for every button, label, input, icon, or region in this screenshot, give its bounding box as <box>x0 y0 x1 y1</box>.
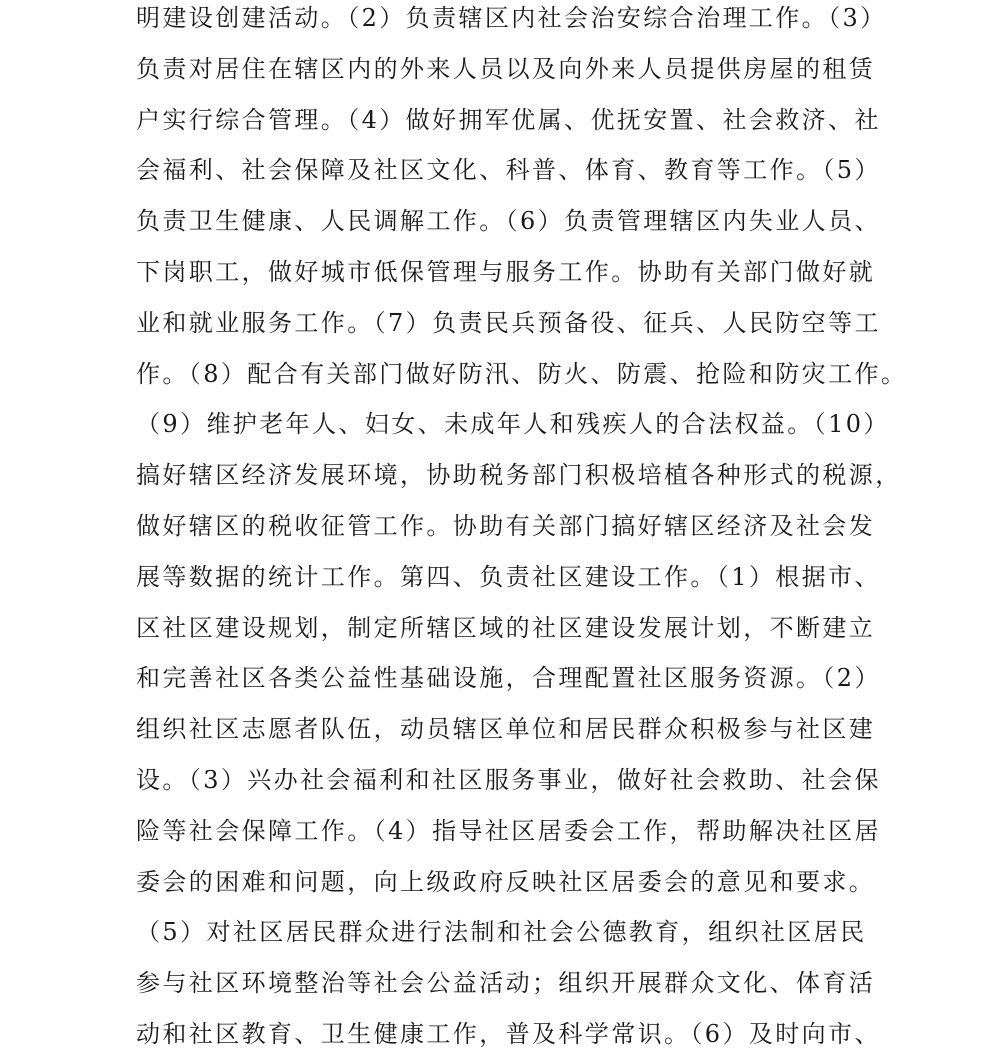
text-line: 负责卫生健康、人民调解工作。（6）负责管理辖区内失业人员、 <box>136 207 881 236</box>
text-line: 下岗职工，做好城市低保管理与服务工作。协助有关部门做好就 <box>136 257 876 286</box>
text-line: 委会的困难和问题，向上级政府反映社区居委会的意见和要求。 <box>136 867 876 896</box>
text-line: 会福利、社会保障及社区文化、科普、体育、教育等工作。（5） <box>136 156 881 185</box>
text-line: 搞好辖区经济发展环境，协助税务部门积极培植各种形式的税源， <box>136 461 902 490</box>
text-line: （5）对社区居民群众进行法制和社会公德教育，组织社区居民 <box>136 918 867 947</box>
text-line: 业和就业服务工作。（7）负责民兵预备役、征兵、人民防空等工 <box>136 308 881 337</box>
text-line: 作。（8）配合有关部门做好防汛、防火、防震、抢险和防灾工作。 <box>136 359 908 388</box>
text-line: 负责对居住在辖区内的外来人员以及向外来人员提供房屋的租赁 <box>136 54 876 83</box>
text-line: 组织社区志愿者队伍，动员辖区单位和居民群众积极参与社区建 <box>136 715 876 744</box>
text-line: 展等数据的统计工作。第四、负责社区建设工作。（1）根据市、 <box>136 562 881 591</box>
text-line: 设。（3）兴办社会福利和社区服务事业，做好社会救助、社会保 <box>136 765 881 794</box>
text-line: 区社区建设规划，制定所辖区域的社区建设发展计划，不断建立 <box>136 613 876 642</box>
text-line: （9）维护老年人、妇女、未成年人和残疾人的合法权益。（10） <box>136 410 890 439</box>
text-line: 动和社区教育、卫生健康工作，普及科学常识。（6）及时向市、 <box>136 1019 881 1048</box>
text-line: 险等社会保障工作。（4）指导社区居委会工作，帮助解决社区居 <box>136 816 881 845</box>
text-line: 做好辖区的税收征管工作。协助有关部门搞好辖区经济及社会发 <box>136 511 876 540</box>
body-text <box>136 0 908 1060</box>
text-line: 和完善社区各类公益性基础设施，合理配置社区服务资源。（2） <box>136 664 881 693</box>
text-line: 明建设创建活动。（2）负责辖区内社会治安综合治理工作。（3） <box>136 4 887 32</box>
text-line: 参与社区环境整治等社会公益活动；组织开展群众文化、体育活 <box>136 969 876 998</box>
text-line: 户实行综合管理。（4）做好拥军优属、优抚安置、社会救济、社 <box>136 105 881 134</box>
